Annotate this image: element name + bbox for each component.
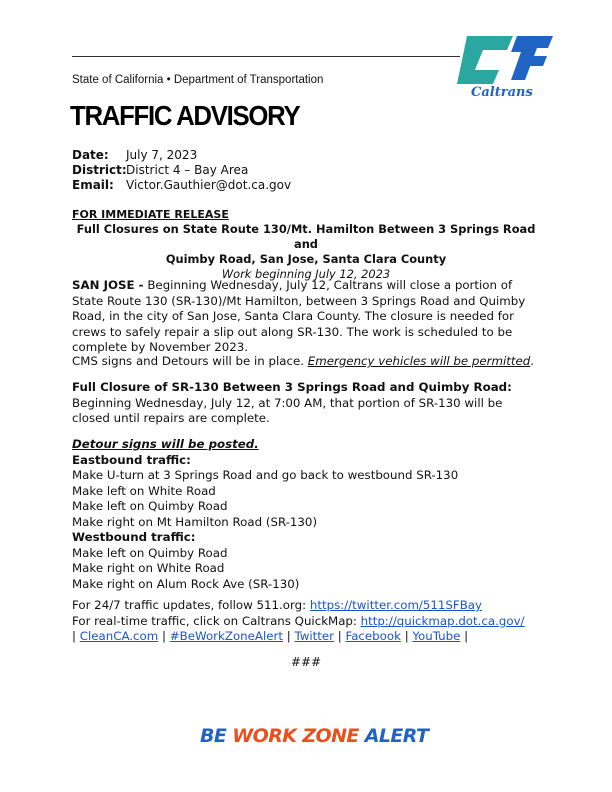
updates-line (72, 598, 540, 614)
headline-line-2: Quimby Road, San Jose, Santa Clara County (165, 252, 447, 266)
meta-email (72, 178, 291, 193)
eastbound-step: Make left on White Road (72, 483, 216, 498)
pipe-separator: | (286, 629, 291, 643)
detour-heading: Detour signs will be posted. (72, 437, 259, 451)
facebook-link[interactable]: Facebook (345, 629, 401, 643)
social-links-line (72, 629, 540, 645)
pipe-separator: | (162, 629, 166, 643)
twitter-link[interactable]: Twitter (294, 629, 335, 643)
headline-line-1: Full Closures on State Route 130/Mt. Hamilton Between 3 Springs Road and (76, 222, 536, 251)
end-mark: ### (290, 655, 322, 669)
caltrans-logo-text: Caltrans (471, 85, 533, 100)
pipe-separator: | (72, 629, 76, 643)
cms-text: CMS signs and Detours will be in place. (72, 354, 308, 368)
email-label: Email: (72, 178, 114, 192)
slogan-be: BE (200, 725, 233, 747)
email-value: Victor.Gauthier@dot.ca.gov (126, 178, 292, 192)
district-label: District: (72, 163, 127, 177)
date-label: Date: (72, 148, 109, 162)
eastbound-step: Make right on Mt Hamilton Road (SR-130) (72, 514, 318, 529)
dateline: SAN JOSE - (72, 278, 144, 292)
meta-district (72, 163, 291, 178)
quickmap-line (72, 614, 540, 630)
release-label: FOR IMMEDIATE RELEASE (72, 208, 229, 221)
westbound-step: Make left on Quimby Road (72, 545, 228, 560)
pipe-separator: | (404, 629, 409, 643)
caltrans-logo (455, 30, 559, 104)
eastbound-step: Make left on Quimby Road (72, 499, 228, 513)
quickmap-text: For real-time traffic, click on Caltrans QuickMap: (72, 613, 361, 628)
slogan-alert: ALERT (358, 725, 429, 747)
pipe-separator: | (337, 629, 342, 643)
lead-text: Beginning Wednesday, July 12, Caltrans will close a portion of State Route 130 (SR-130)/Mt Hamilton, between 3 Springs Road and Quimby Road, in the city of San Jose, Santa Clara County. The closure is needed for crews to safely repair a slip out along SR-130. The work is scheduled to be complete by November 2023. (72, 278, 526, 354)
meta-block (72, 148, 291, 193)
eastbound-heading: Eastbound traffic: (72, 452, 191, 467)
cleanca-link[interactable]: CleanCA.com (79, 629, 159, 643)
westbound-step: Make right on White Road (72, 561, 225, 575)
closure-text: Beginning Wednesday, July 12, at 7:00 AM, that portion of SR-130 will be closed until repairs are complete. (72, 395, 503, 425)
emergency-note: Emergency vehicles will be permitted (307, 354, 531, 368)
headline-block (72, 222, 540, 282)
lead-paragraph (72, 278, 540, 356)
cms-line (72, 354, 540, 370)
header-rule (72, 56, 460, 57)
beworkzonealert-link[interactable]: #BeWorkZoneAlert (169, 629, 283, 643)
footer-links (72, 598, 540, 645)
cms-end: . (530, 354, 535, 368)
quickmap-link[interactable]: http://quickmap.dot.ca.gov/ (360, 613, 525, 628)
date-value: July 7, 2023 (126, 148, 198, 162)
subheadline: Work beginning July 12, 2023 (221, 267, 391, 281)
slogan-work-zone: WORK ZONE (232, 725, 359, 747)
youtube-link[interactable]: YouTube (412, 629, 461, 643)
twitter-511-link[interactable]: https://twitter.com/511SFBay (309, 598, 483, 612)
be-work-zone-alert-logo (200, 725, 428, 747)
closure-heading: Full Closure of SR-130 Between 3 Springs Road and Quimby Road: (72, 380, 512, 394)
page-title: TRAFFIC ADVISORY (70, 100, 300, 131)
district-value: District 4 – Bay Area (126, 163, 249, 177)
detour-section (72, 437, 540, 592)
agency-line: State of California • Department of Transportation (72, 74, 324, 86)
updates-text: For 24/7 traffic updates, follow 511.org: (72, 598, 310, 612)
closure-section (72, 380, 540, 427)
pipe-separator: | (464, 629, 469, 643)
eastbound-step: Make U-turn at 3 Springs Road and go back to westbound SR-130 (72, 468, 459, 482)
westbound-heading: Westbound traffic: (72, 530, 196, 544)
meta-date (72, 148, 291, 163)
westbound-step: Make right on Alum Rock Ave (SR-130) (72, 576, 300, 591)
